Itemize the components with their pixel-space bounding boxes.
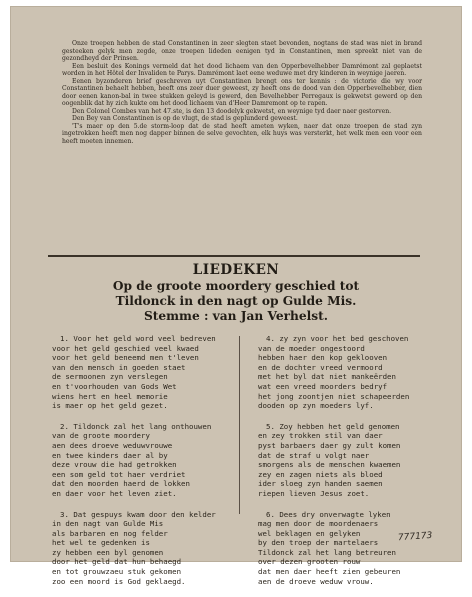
verse-line: mag men door de moordenaers	[258, 519, 379, 529]
verse-line: als barbaren en nog felder	[52, 528, 168, 538]
verse-2	[52, 422, 224, 499]
verse-line: en de dochter vreed vermoord	[258, 362, 383, 372]
verse-line: 3. Dat gespuys kwam door den kelder	[60, 509, 216, 519]
verse-line: en twee kinders daer al by	[52, 450, 168, 460]
verse-line: aen de droeve weduw vrouw.	[258, 576, 374, 586]
verse-line: 5. Zoy hebben het geld genomen	[266, 421, 400, 431]
column-divider	[239, 336, 240, 514]
song-melody: Stemme : van Jan Verhelst.	[143, 309, 329, 323]
verse-line: wat een vreed moorders bedryf	[258, 381, 388, 391]
verse-line: 4. zy zyn voor het bed geschoven	[266, 334, 409, 343]
verse-line: 6. Dees dry onverwagte lyken	[266, 509, 391, 519]
verse-line: voor het geld beneemd men t'leven	[52, 353, 199, 363]
song-title: LIEDEKEN	[192, 262, 280, 278]
verse-line: zy hebben een byl genomen	[52, 547, 164, 557]
verse-line: en tot grouwzaeu stuk gekomen	[52, 567, 182, 577]
verse-line: met het byl dat niet mankeërden	[258, 372, 396, 382]
verse-6	[258, 510, 430, 587]
news-report	[62, 40, 422, 145]
inventory-number: 777173	[397, 530, 433, 544]
verse-line: voor het geld geschied veel kwaed	[52, 343, 199, 353]
verse-line: het wel te gedenken is	[52, 538, 150, 548]
verse-line: by den troep der martelaers	[258, 538, 379, 548]
news-paragraph: Eenen byzonderen brief geschreven uyt Constantinen brengt ons ter kennis : de victorie die wy voor Constantinen behaelt hebben, heeft ons zeer duer geweest, zy heeft ons de dood van den Opperbevelhebber, dien door eenen kanon-bal in twee stukken geleyd is gewerd, den Bevelhebber Perregaux is gekwetst gewerd op den oogenblik dat hy zich kukte om het dood lichaem van d'Heer Damremont op te rapen.	[62, 77, 422, 107]
verses-right-column	[258, 334, 430, 597]
verse-line: een som geld tot haer verdriet	[52, 469, 186, 479]
verse-line: pyst barbaers daer gy zult komen	[258, 440, 401, 450]
verse-1	[52, 334, 224, 411]
verse-line: van de moeder ongestoord	[258, 343, 365, 353]
news-paragraph: Den Colonel Combes van het 47.ste, is den 13 doodelyk gekwetst, en weynige tyd daer naer gestorven.	[72, 107, 392, 115]
verse-line: dooden op zyn moeders lyf.	[258, 401, 374, 411]
verse-line: Tildonck zal het lang betreuren	[258, 547, 396, 557]
verse-line: ider sloeg zyn handen saemen	[258, 479, 383, 489]
verse-line: van den mensch in goeden staet	[52, 362, 186, 372]
song-title-block	[40, 262, 432, 324]
verse-line: en daer voor het leven ziet.	[52, 488, 177, 498]
song-subtitle-line-2: Tildonck in den nagt op Gulde Mis.	[115, 294, 357, 308]
verse-3	[52, 510, 224, 587]
verse-line: hebben haer den kop geklooven	[258, 353, 388, 363]
verse-line: dat den moorden haerd de lokken	[52, 479, 190, 489]
verse-line: wel beklagen en gelyken	[258, 528, 361, 538]
news-paragraph: Den Bey van Constantinen is op de vlugt, de stad is geplunderd geweest.	[72, 115, 298, 122]
verse-line: over dezen grooten rouw	[258, 557, 361, 567]
verse-line: en zey trokken stil van daer	[258, 431, 383, 441]
verse-line: in den nagt van Gulde Mis	[52, 519, 164, 529]
song-subtitle-line-1: Op de groote moordery geschied tot	[112, 279, 360, 293]
verse-line: dat men daer heeft zien gebeuren	[258, 567, 401, 577]
verse-line: zey en zagen niets als bloed	[258, 469, 383, 479]
verse-line: zoo een moord is God geklaegd.	[52, 576, 186, 586]
verses-left-column	[52, 334, 224, 597]
verse-4	[258, 334, 430, 411]
verse-line: deze vrouw die had getrokken	[52, 460, 177, 470]
verse-5	[258, 422, 430, 499]
verse-line: 2. Tildonck zal het lang onthouwen	[60, 421, 212, 431]
verse-line: riepen lieven Jesus zoet.	[258, 488, 370, 498]
verse-line: 1. Voor het geld word veel bedreven	[60, 334, 216, 343]
news-paragraph: 'T's maer op den 5.de storm-loop dat de stad heeft ameten wyken, naer dat onze troepen de stad zyn ingetrokken heeft men nog dapper binnen de selve gevochten, elk huys was versterkt, het welk men een voor een heeft moeten innemen.	[62, 122, 422, 145]
verse-line: wiens hert en heel memorie	[52, 391, 168, 401]
verse-line: smorgens als de menschen kwaemen	[258, 460, 401, 470]
verse-line: en t'voorhouden van Gods Wet	[52, 381, 177, 391]
verse-line: dat de straf u volgt naer	[258, 450, 370, 460]
separator-rule	[48, 255, 420, 257]
verse-line: aen dees droeve weduwvrouwe	[52, 440, 173, 450]
verse-line: van de groote moordery	[52, 431, 150, 441]
verse-line: het jong zoontjen niet schapeerden	[258, 391, 410, 401]
verse-line: de sermoonen zyn verslegen	[52, 372, 168, 382]
verse-line: is maer op het geld gezet.	[52, 401, 168, 411]
verse-line: door het geld dat hun behaegd	[52, 557, 182, 567]
news-paragraph: Een besluit des Konings vermeld dat het dood lichaem van den Opperbevelhebber Damrémont zal geplaetst worden in het Hôtel der Invaliden te Parys. Damrémont laet eene weduwe met dry kinderen in weynige jaeren.	[62, 62, 422, 77]
news-paragraph: Onze troepen hebben de stad Constantinen in zeer slegten staet bevonden, nogtans de stad was niet in brand gesteeken gelyk men zegde, onze troepen lideden eenigen tyd in Constantinen, men spreekt niet van de gezondheyd der Prinsen.	[62, 40, 422, 62]
